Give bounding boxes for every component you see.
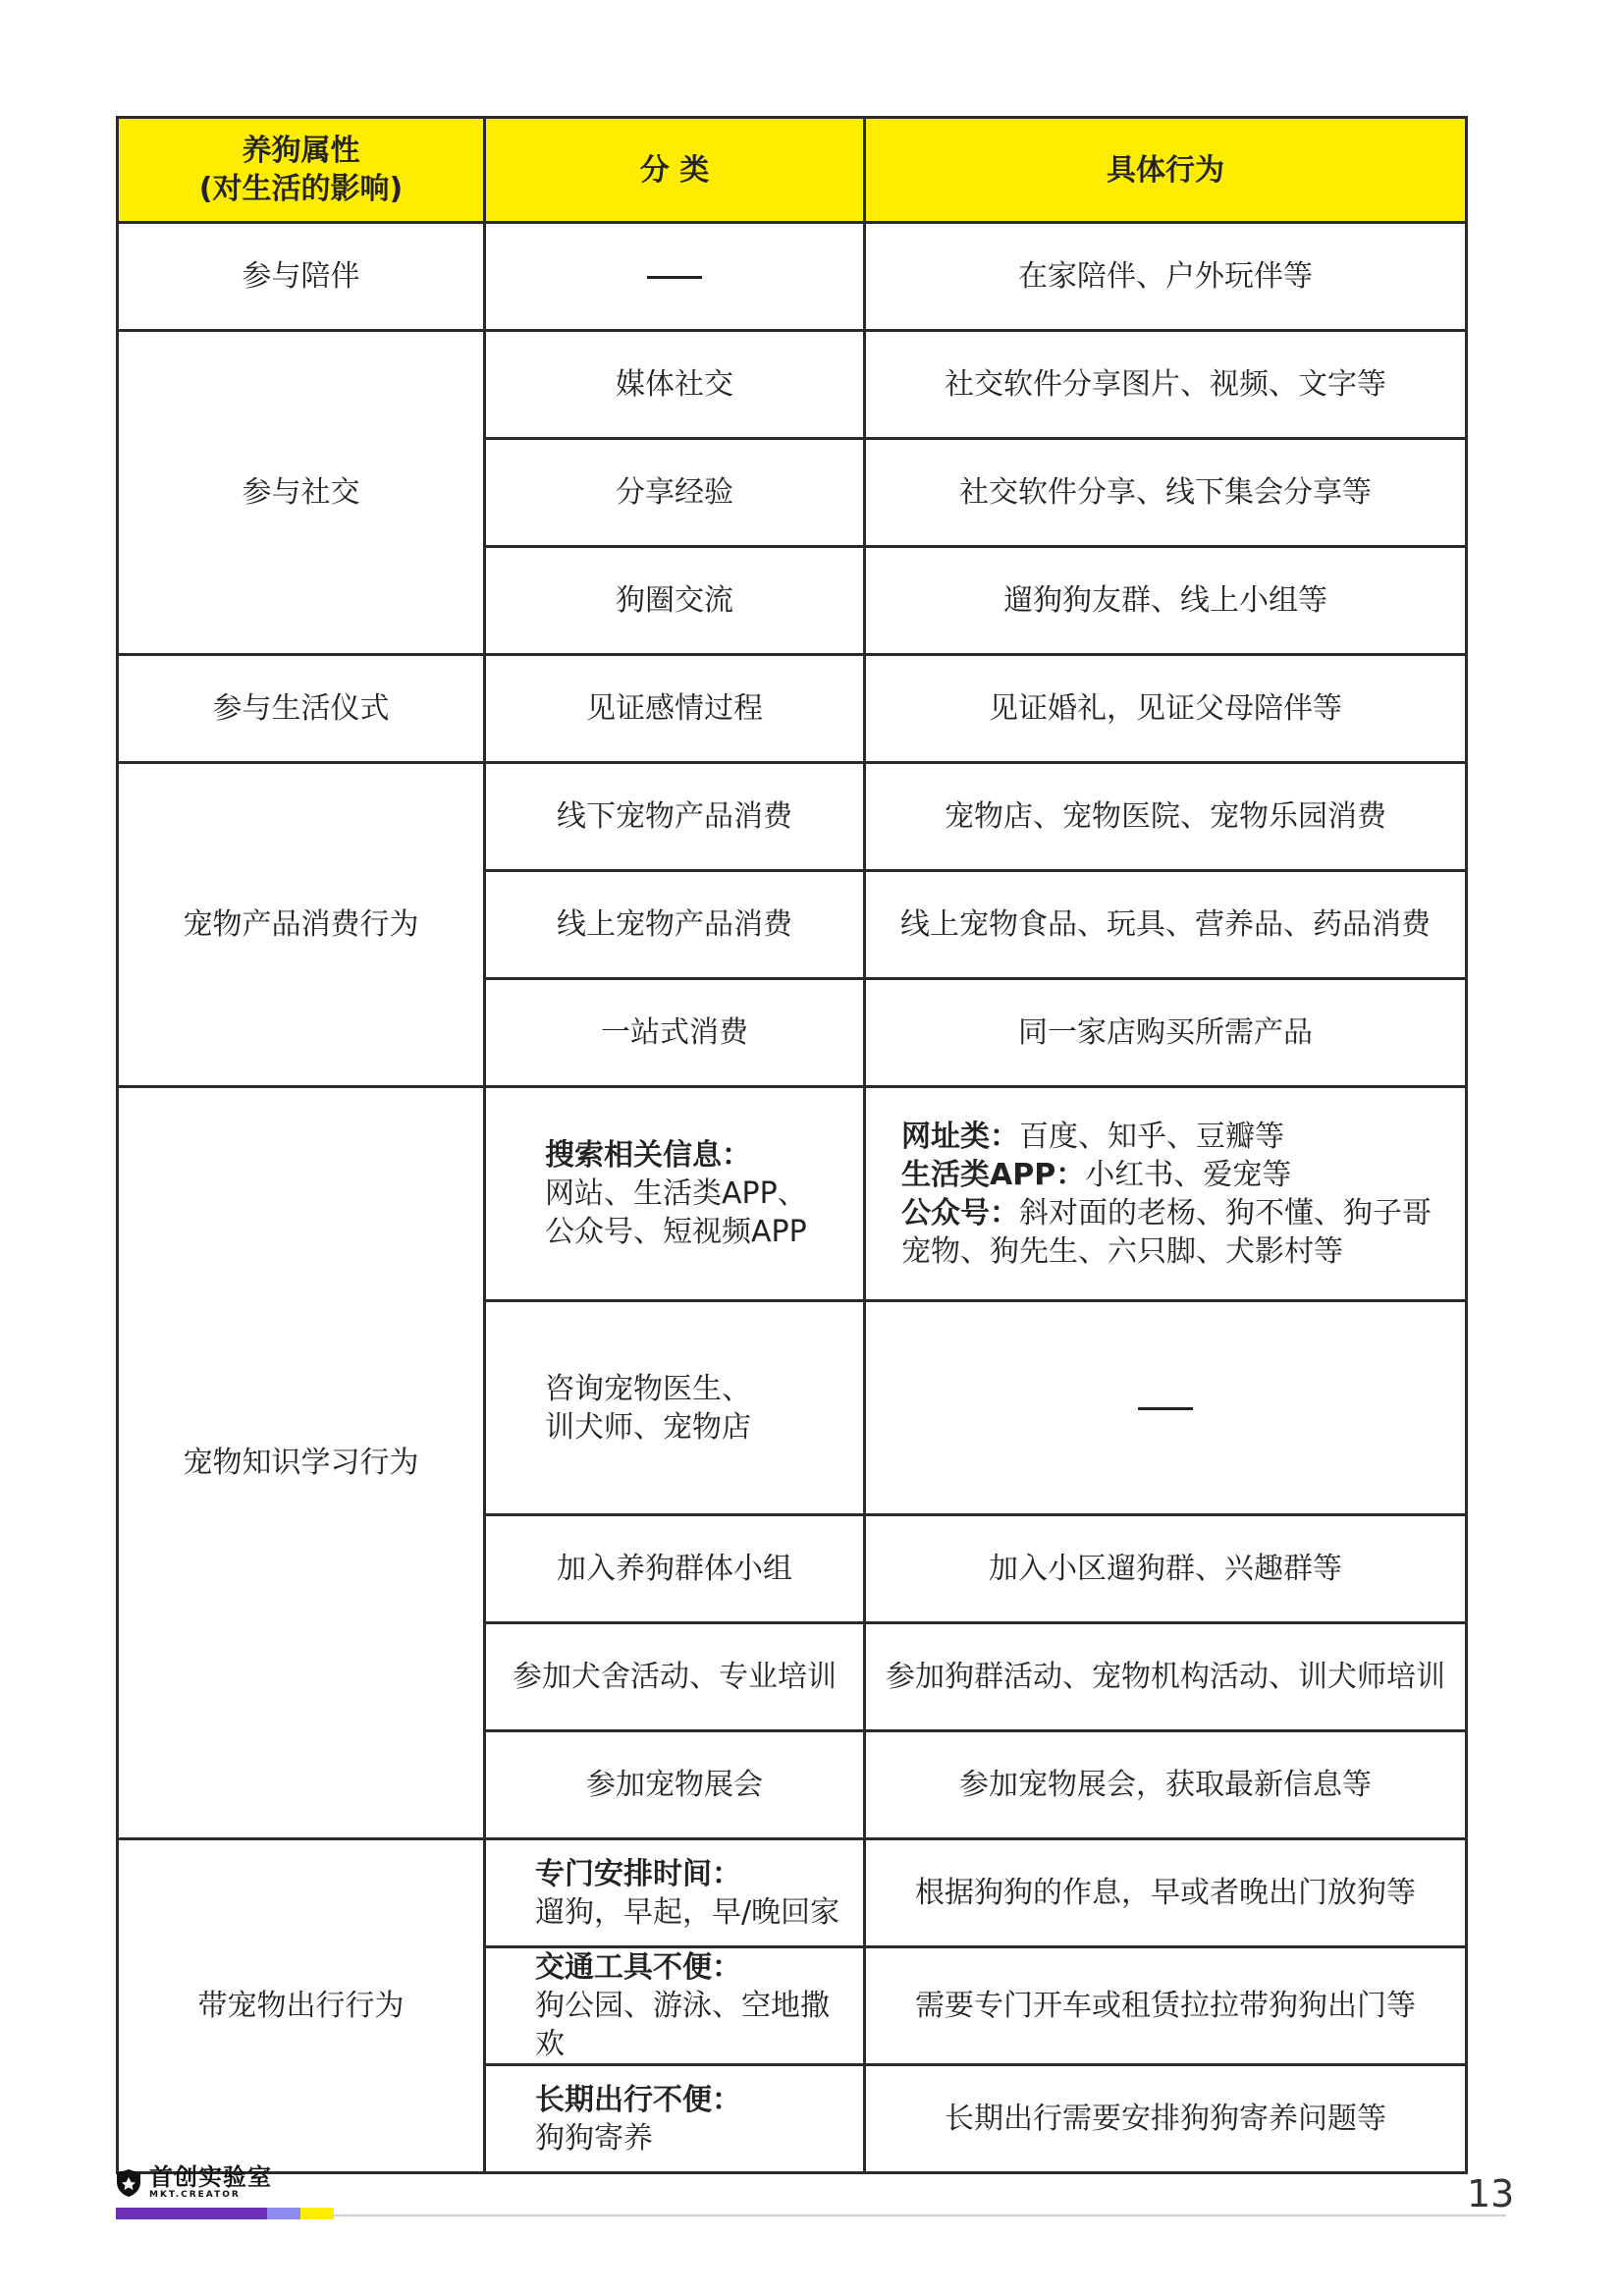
attribute-cell: 参与生活仪式 — [118, 655, 485, 763]
header-attribute-line2: (对生活的影响) — [198, 172, 404, 206]
category-cell: 见证感情过程 — [485, 655, 865, 763]
behavior-cell: 在家陪伴、户外玩伴等 — [865, 223, 1467, 331]
behavior-cell: 参加宠物展会，获取最新信息等 — [865, 1731, 1467, 1839]
category-heading: 专门安排时间： — [535, 1856, 741, 1891]
behavior-text: 小红书、爱宠等 — [1085, 1157, 1292, 1192]
table-row — [118, 655, 1467, 763]
footer-logo — [116, 2165, 272, 2200]
category-cell: 加入养狗群体小组 — [485, 1515, 865, 1623]
category-cell — [485, 1839, 865, 1947]
category-line: 公众号、短视频APP — [545, 1215, 807, 1249]
behavior-cell: 社交软件分享图片、视频、文字等 — [865, 331, 1467, 439]
behavior-label: 生活类APP： — [901, 1157, 1086, 1192]
footer-rule — [334, 2214, 1506, 2216]
table-row — [118, 1839, 1467, 1947]
behavior-label: 公众号： — [901, 1195, 1019, 1230]
category-line: 咨询宠物医生、 — [545, 1371, 751, 1406]
logo-en-text: MKT.CREATOR — [149, 2190, 241, 2200]
logo-cn-text: 首创实验室 — [149, 2163, 272, 2191]
footer-color-bar — [116, 2208, 334, 2219]
category-cell: 参加宠物展会 — [485, 1731, 865, 1839]
behavior-text: 百度、知乎、豆瓣等 — [1019, 1119, 1284, 1154]
behavior-cell: 根据狗狗的作息，早或者晚出门放狗等 — [865, 1839, 1467, 1947]
attribute-cell: 带宠物出行行为 — [118, 1839, 485, 2173]
behavior-cell: 宠物店、宠物医院、宠物乐园消费 — [865, 763, 1467, 871]
behavior-cell: 社交软件分享、线下集会分享等 — [865, 439, 1467, 547]
behavior-cell — [865, 1087, 1467, 1301]
category-line: 狗公园、游泳、空地撒欢 — [535, 1989, 830, 2061]
category-cell: 参加犬舍活动、专业培训 — [485, 1623, 865, 1731]
behavior-cell: 长期出行需要安排狗狗寄养问题等 — [865, 2065, 1467, 2173]
dash-mark — [1138, 1407, 1193, 1410]
behavior-cell — [865, 1301, 1467, 1515]
behavior-cell: 见证婚礼，见证父母陪伴等 — [865, 655, 1467, 763]
category-cell — [485, 2065, 865, 2173]
category-cell: 分享经验 — [485, 439, 865, 547]
category-line: 遛狗，早起，早/晚回家 — [535, 1894, 840, 1930]
attribute-cell: 宠物产品消费行为 — [118, 763, 485, 1087]
category-line: 训犬师、宠物店 — [545, 1409, 751, 1445]
bar-segment-purple — [116, 2208, 267, 2219]
pet-behavior-table — [116, 116, 1468, 2174]
attribute-cell: 宠物知识学习行为 — [118, 1087, 485, 1839]
category-cell: 一站式消费 — [485, 979, 865, 1087]
category-heading: 交通工具不便： — [535, 1950, 741, 1985]
category-cell — [485, 223, 865, 331]
dash-mark — [647, 276, 702, 279]
category-line: 网站、生活类APP、 — [545, 1176, 807, 1211]
category-cell: 线上宠物产品消费 — [485, 871, 865, 979]
behavior-cell: 线上宠物食品、玩具、营养品、药品消费 — [865, 871, 1467, 979]
behavior-label: 网址类： — [901, 1119, 1019, 1154]
bar-segment-lavender — [267, 2208, 300, 2219]
behavior-cell: 需要专门开车或租赁拉拉带狗狗出门等 — [865, 1947, 1467, 2065]
category-cell: 媒体社交 — [485, 331, 865, 439]
category-heading: 长期出行不便： — [535, 2082, 741, 2117]
behavior-text: 斜对面的老杨、狗不懂、狗子哥 — [1019, 1195, 1432, 1230]
table-row — [118, 223, 1467, 331]
behavior-cell: 参加狗群活动、宠物机构活动、训犬师培训 — [865, 1623, 1467, 1731]
category-cell — [485, 1087, 865, 1301]
header-category: 分 类 — [485, 118, 865, 223]
table-row — [118, 1087, 1467, 1301]
category-cell — [485, 1947, 865, 2065]
behavior-line: 宠物、狗先生、六只脚、犬影村等 — [901, 1233, 1343, 1269]
table-row — [118, 331, 1467, 439]
behavior-line — [901, 1194, 1455, 1232]
category-cell: 线下宠物产品消费 — [485, 763, 865, 871]
table-row — [118, 763, 1467, 871]
page-number: 13 — [1467, 2172, 1515, 2215]
behavior-line — [901, 1118, 1455, 1156]
behavior-cell: 加入小区遛狗群、兴趣群等 — [865, 1515, 1467, 1623]
attribute-cell: 参与社交 — [118, 331, 485, 655]
behavior-line — [901, 1156, 1455, 1194]
attribute-cell: 参与陪伴 — [118, 223, 485, 331]
header-behavior: 具体行为 — [865, 118, 1467, 223]
logo-wordmark — [149, 2165, 272, 2200]
behavior-cell: 遛狗狗友群、线上小组等 — [865, 547, 1467, 655]
bar-segment-yellow — [300, 2208, 334, 2219]
category-cell — [485, 1301, 865, 1515]
table-header-row — [118, 118, 1467, 223]
category-line: 狗狗寄养 — [535, 2120, 653, 2156]
category-heading: 搜索相关信息： — [545, 1138, 751, 1173]
header-attribute-line1: 养狗属性 — [242, 134, 360, 168]
category-cell: 狗圈交流 — [485, 547, 865, 655]
header-attribute — [118, 118, 485, 223]
shield-icon — [116, 2168, 141, 2198]
behavior-cell: 同一家店购买所需产品 — [865, 979, 1467, 1087]
